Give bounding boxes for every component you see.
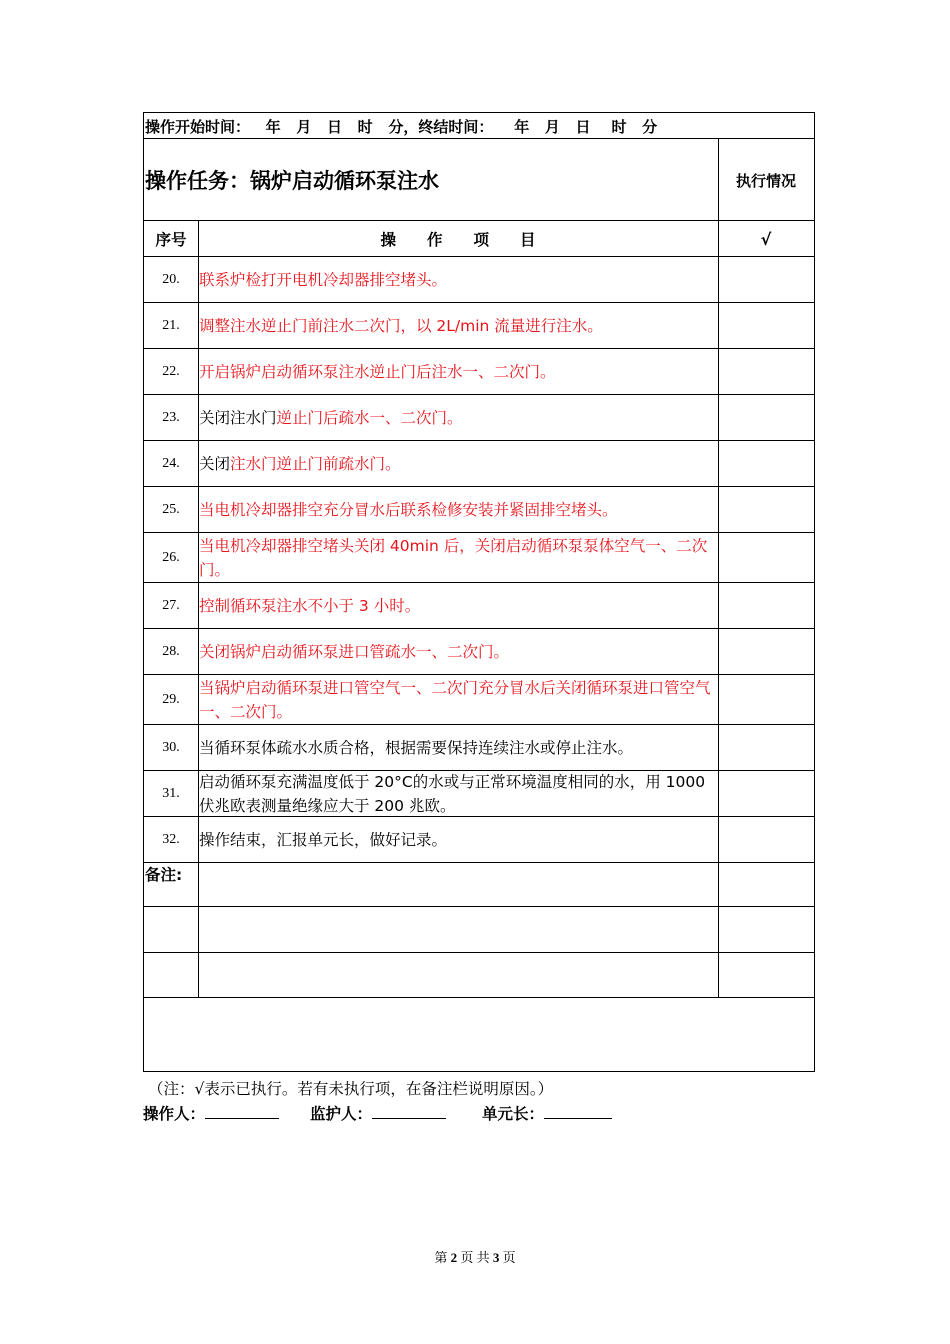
row-number: 28. [162,644,180,659]
row-item-part: 关闭注水门 [199,409,277,427]
row-number: 26. [162,550,180,565]
row-item-part: 当电机冷却器排空充分冒水后联系检修安装并紧固排空堵头。 [199,501,618,519]
row-item [198,487,718,533]
check-cell[interactable] [718,629,814,675]
row-number: 21. [162,318,180,333]
check-cell[interactable] [718,303,814,349]
row-item-text [199,360,556,384]
row-number: 27. [162,598,180,613]
operation-ticket-table [143,112,815,1072]
row-item-part: 当锅炉启动循环泵进口管空气一、二次门充分冒水后关闭循环泵进口管空气一、二次门。 [199,679,711,721]
row-item-text [199,498,618,522]
row-item [198,349,718,395]
check-cell[interactable] [718,349,814,395]
execution-note: （注：√表示已执行。若有未执行项，在备注栏说明原因。） [148,1080,554,1098]
unit-head-label: 单元长： [482,1105,545,1123]
row-item [198,817,718,863]
row-item-text [199,406,463,430]
row-item [198,583,718,629]
row-item-text [199,736,633,760]
row-item-text [199,770,718,818]
check-cell[interactable] [718,441,814,487]
row-item-part: 注水门逆止门前疏水门。 [230,455,401,473]
row-number: 25. [162,502,180,517]
row-item [198,303,718,349]
remarks-row [144,861,814,907]
unit-head-signature [482,1102,612,1124]
row-item-text [199,534,718,582]
row-item-part: 控制循环泵注水不小于 3 小时。 [199,597,421,615]
row-item [198,725,718,771]
guardian-signature [310,1102,446,1124]
check-cell[interactable] [718,817,814,863]
row-item [198,257,718,303]
row-item [198,533,718,583]
check-column-header: √ [760,229,772,249]
row-item-part: 操作结束，汇报单元长，做好记录。 [199,831,448,849]
row-item-text [199,268,447,292]
page-footer: 第 2 页 共 3 页 [434,1250,516,1265]
row-item-text [199,640,509,664]
row-number: 30. [162,740,180,755]
row-number: 31. [162,786,180,801]
row-item-part: 当循环泵体疏水水质合格，根据需要保持连续注水或停止注水。 [199,739,634,757]
row-item-part: 当电机冷却器排空堵头关闭 40min 后，关闭启动循环泵泵体空气一、二次门。 [199,537,708,579]
blank-row [144,907,814,953]
row-item-part: 启动循环泵充满温度低于 20°C的水或与正常环境温度相同的水，用 1000 伏兆欧表测量绝缘应大于 200 兆欧。 [199,773,706,815]
row-number: 20. [162,272,180,287]
row-item-text [199,828,447,852]
check-cell[interactable] [718,533,814,583]
row-number: 29. [162,692,180,707]
row-item [198,441,718,487]
guardian-line[interactable] [372,1104,446,1119]
row-number: 32. [162,832,180,847]
row-item-part: 联系炉检打开电机冷却器排空堵头。 [199,271,448,289]
operator-signature [143,1102,279,1124]
item-column-header: 操 作 项 目 [380,231,536,249]
row-item-text [199,676,718,724]
task-title: 操作任务：锅炉启动循环泵注水 [145,169,439,193]
blank-row [144,953,814,998]
check-cell[interactable] [718,771,814,817]
row-number: 23. [162,410,180,425]
check-divider [718,139,719,998]
exec-status-header: 执行情况 [735,171,796,190]
row-item-part: 关闭 [199,455,231,473]
guardian-label: 监护人： [310,1105,373,1123]
check-cell[interactable] [718,395,814,441]
unit-head-line[interactable] [544,1104,612,1119]
row-item-part: 关闭锅炉启动循环泵进口管疏水一、二次门。 [199,643,510,661]
seq-divider [198,221,199,998]
row-item-part: 调整注水逆止门前注水二次门，以 2L/min 流量进行注水。 [199,317,603,335]
operator-label: 操作人： [143,1105,206,1123]
time-line: 操作开始时间： 年 月 日 时 分，终结时间： 年 月 日 时 分 [145,117,658,136]
row-item-text [199,314,603,338]
page-number: 2 [450,1250,458,1265]
check-cell[interactable] [718,257,814,303]
page-total: 3 [492,1250,500,1265]
row-item-text [199,452,401,476]
operator-line[interactable] [205,1104,279,1119]
check-cell[interactable] [718,725,814,771]
row-item [198,771,718,817]
seq-column-header: 序号 [155,231,187,249]
row-number: 22. [162,364,180,379]
row-number: 24. [162,456,180,471]
check-cell[interactable] [718,487,814,533]
row-item [198,395,718,441]
remarks-label: 备注: [145,866,183,884]
row-item [198,629,718,675]
row-item [198,675,718,725]
check-cell[interactable] [718,583,814,629]
row-item-part: 逆止门后疏水一、二次门。 [276,409,463,427]
row-item-part: 开启锅炉启动循环泵注水逆止门后注水一、二次门。 [199,363,556,381]
row-item-text [199,594,420,618]
check-cell[interactable] [718,675,814,725]
